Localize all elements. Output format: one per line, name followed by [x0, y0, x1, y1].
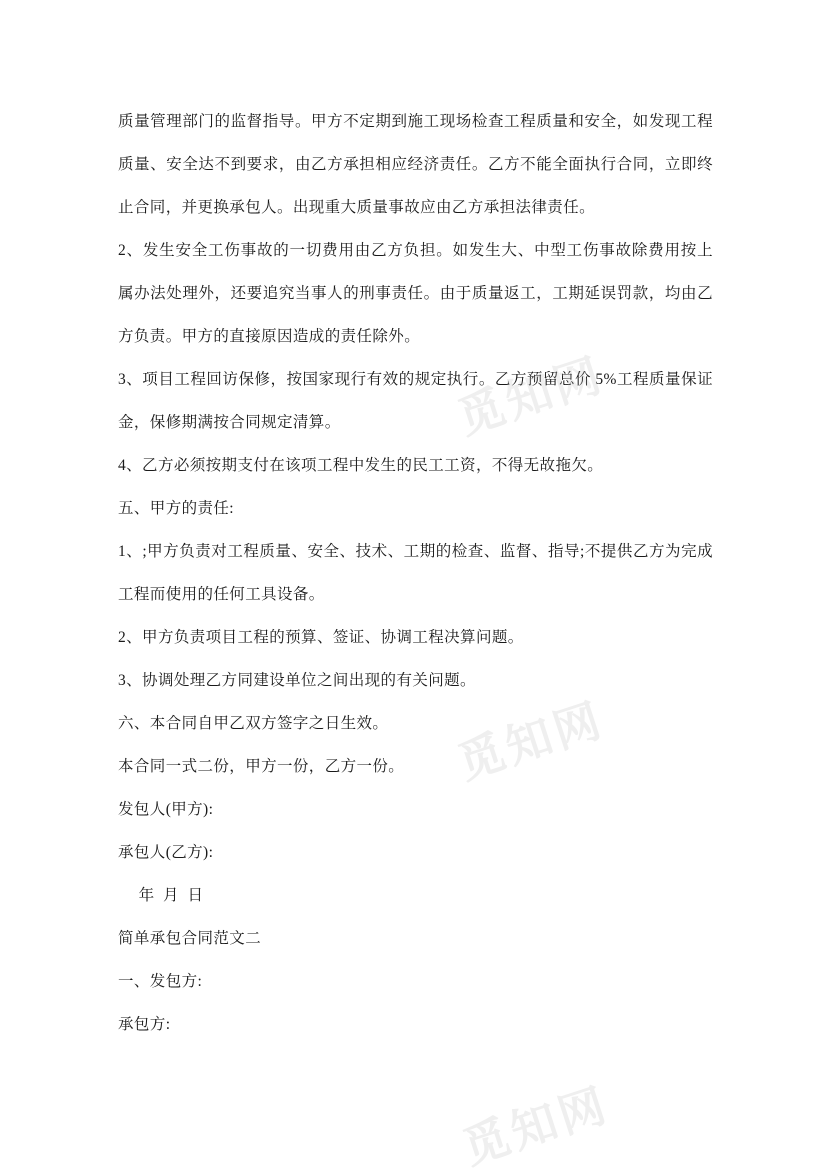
paragraph: 1、;甲方负责对工程质量、安全、技术、工期的检查、监督、指导;不提供乙方为完成工程而使用的任何工具设备。 [118, 543, 713, 603]
paragraph: 一、发包方: [118, 973, 203, 990]
paragraph: 3、项目工程回访保修，按国家现行有效的规定执行。乙方预留总价 5%工程质量保证金，保修期满按合同规定清算。 [118, 371, 713, 431]
watermark: 觅知网 [451, 692, 611, 789]
paragraph: 2、发生安全工伤事故的一切费用由乙方负担。如发生大、中型工伤事故除费用按上属办法处理外，还要追究当事人的刑事责任。由于质量返工，工期延误罚款，均由乙方负责。甲方的直接原因造成的责任除外。 [118, 242, 713, 345]
paragraph: 2、甲方负责项目工程的预算、签证、协调工程决算问题。 [118, 629, 524, 646]
paragraph: 3、协调处理乙方同建设单位之间出现的有关问题。 [118, 672, 476, 689]
paragraph: 质量管理部门的监督指导。甲方不定期到施工现场检查工程质量和安全，如发现工程质量、安全达不到要求，由乙方承担相应经济责任。乙方不能全面执行合同，立即终止合同，并更换承包人。出现重大质量事故应由乙方承担法律责任。 [118, 113, 713, 216]
signature-line-party-a: 发包人(甲方): [118, 801, 214, 818]
signature-line-party-b: 承包人(乙方): [118, 844, 214, 861]
watermark: 觅知网 [451, 347, 611, 444]
paragraph: 4、乙方必须按期支付在该项工程中发生的民工工资，不得无故拖欠。 [118, 457, 604, 474]
watermark: 觅知网 [456, 1077, 616, 1174]
paragraph: 本合同一式二份，甲方一份，乙方一份。 [118, 758, 405, 775]
date-line: 年 月 日 [130, 887, 204, 904]
section-heading: 五、甲方的责任: [118, 500, 235, 517]
section-heading: 六、本合同自甲乙双方签字之日生效。 [118, 715, 389, 732]
document-text-body [118, 100, 713, 1046]
paragraph: 承包方: [118, 1016, 171, 1033]
sample-contract-heading: 简单承包合同范文二 [118, 930, 262, 947]
